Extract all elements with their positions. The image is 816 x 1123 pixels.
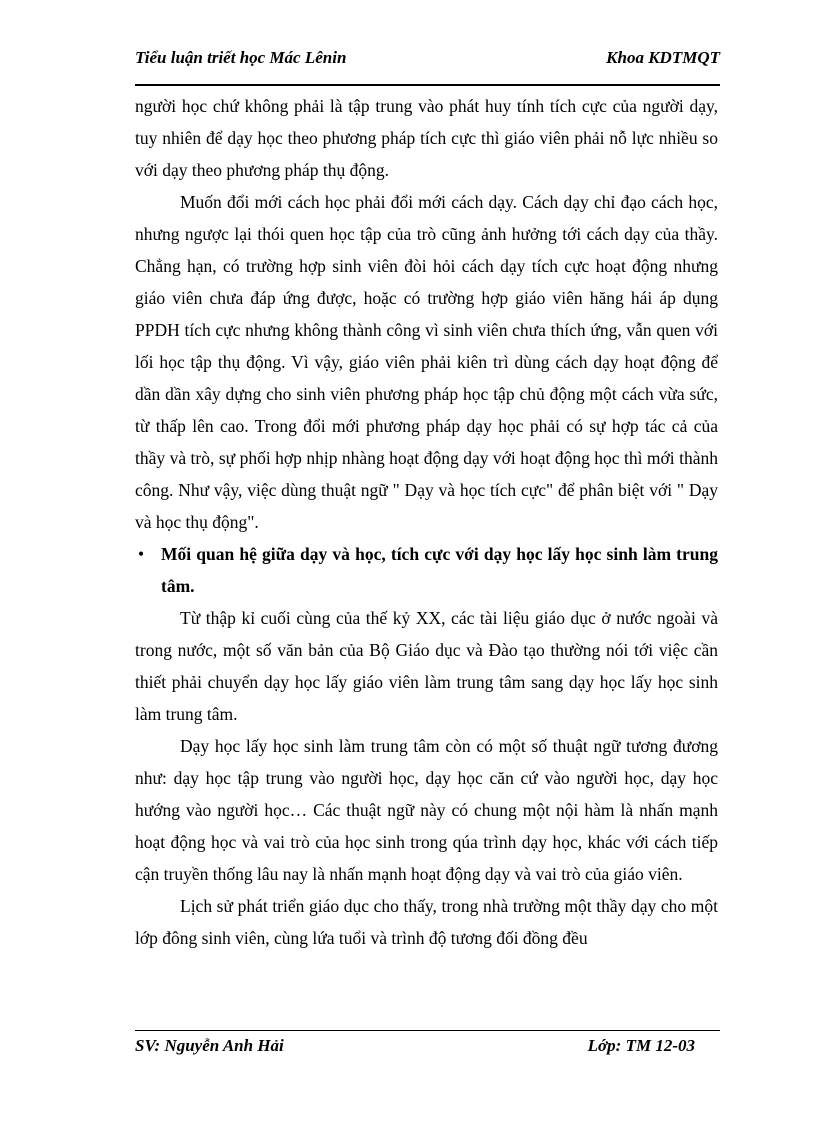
page-body — [135, 90, 718, 954]
bullet-text: Mối quan hệ giữa dạy và học, tích cực với dạy học lấy học sinh làm trung tâm. — [161, 544, 718, 596]
paragraph-5: Lịch sử phát triển giáo dục cho thấy, trong nhà trường một thầy dạy cho một lớp đông sinh viên, cùng lứa tuổi và trình độ tương đối đồng đều — [135, 896, 718, 948]
bullet-heading — [135, 538, 718, 602]
header-title: Tiểu luận triết học Mác Lênin — [135, 48, 347, 67]
paragraph-3: Từ thập kỉ cuối cùng của thế kỷ XX, các tài liệu giáo dục ở nước ngoài và trong nước, một số văn bản của Bộ Giáo dục và Đào tạo thường nói tới việc cần thiết phải chuyển dạy học lấy giáo viên làm trung tâm sang dạy học lấy học sinh làm trung tâm. — [135, 608, 718, 724]
paragraph-4: Dạy học lấy học sinh làm trung tâm còn có một số thuật ngữ tương đương như: dạy học tập trung vào người học, dạy học căn cứ vào người học, dạy học hướng vào người học… Các thuật ngữ này có chung một nội hàm là nhấn mạnh hoạt động học và vai trò của học sinh trong qúa trình dạy học, khác với cách tiếp cận truyền thống lâu nay là nhấn mạnh hoạt động dạy và vai trò của giáo viên. — [135, 736, 718, 884]
header-department: Khoa KDTMQT — [606, 48, 720, 67]
footer-rule — [135, 1030, 720, 1031]
footer-class: Lớp: TM 12-03 — [587, 1036, 695, 1055]
bullet-icon: • — [138, 544, 145, 564]
paragraph-2: Muốn đổi mới cách học phải đổi mới cách dạy. Cách dạy chỉ đạo cách học, nhưng ngược lại thói quen học tập của trò cũng ảnh hưởng tới cách dạy của thầy. Chẳng hạn, có trường hợp sinh viên đòi hỏi cách dạy tích cực hoạt động nhưng giáo viên chưa đáp ứng được, hoặc có trường hợp giáo viên hăng hái áp dụng PPDH tích cực nhưng không thành công vì sinh viên chưa thích ứng, vẫn quen với lối học tập thụ động. Vì vậy, giáo viên phải kiên trì dùng cách dạy hoạt động để dần dần xây dựng cho sinh viên phương pháp học tập chủ động một cách vừa sức, từ thấp lên cao. Trong đổi mới phương pháp dạy học phải có sự hợp tác cả của thầy và trò, sự phối hợp nhịp nhàng hoạt động dạy với hoạt động học thì mới thành công. Như vậy, việc dùng thuật ngữ " Dạy và học tích cực" để phân biệt với " Dạy và học thụ động". — [135, 192, 718, 532]
header-rule — [135, 84, 720, 86]
paragraph-1: người học chứ không phải là tập trung vào phát huy tính tích cực của người dạy, tuy nhiên để dạy học theo phương pháp tích cực thì giáo viên phải nỗ lực nhiều so với dạy theo phương pháp thụ động. — [135, 96, 718, 180]
footer-student: SV: Nguyễn Anh Hải — [135, 1036, 284, 1055]
page-header — [135, 48, 720, 74]
page-footer — [135, 1036, 695, 1062]
